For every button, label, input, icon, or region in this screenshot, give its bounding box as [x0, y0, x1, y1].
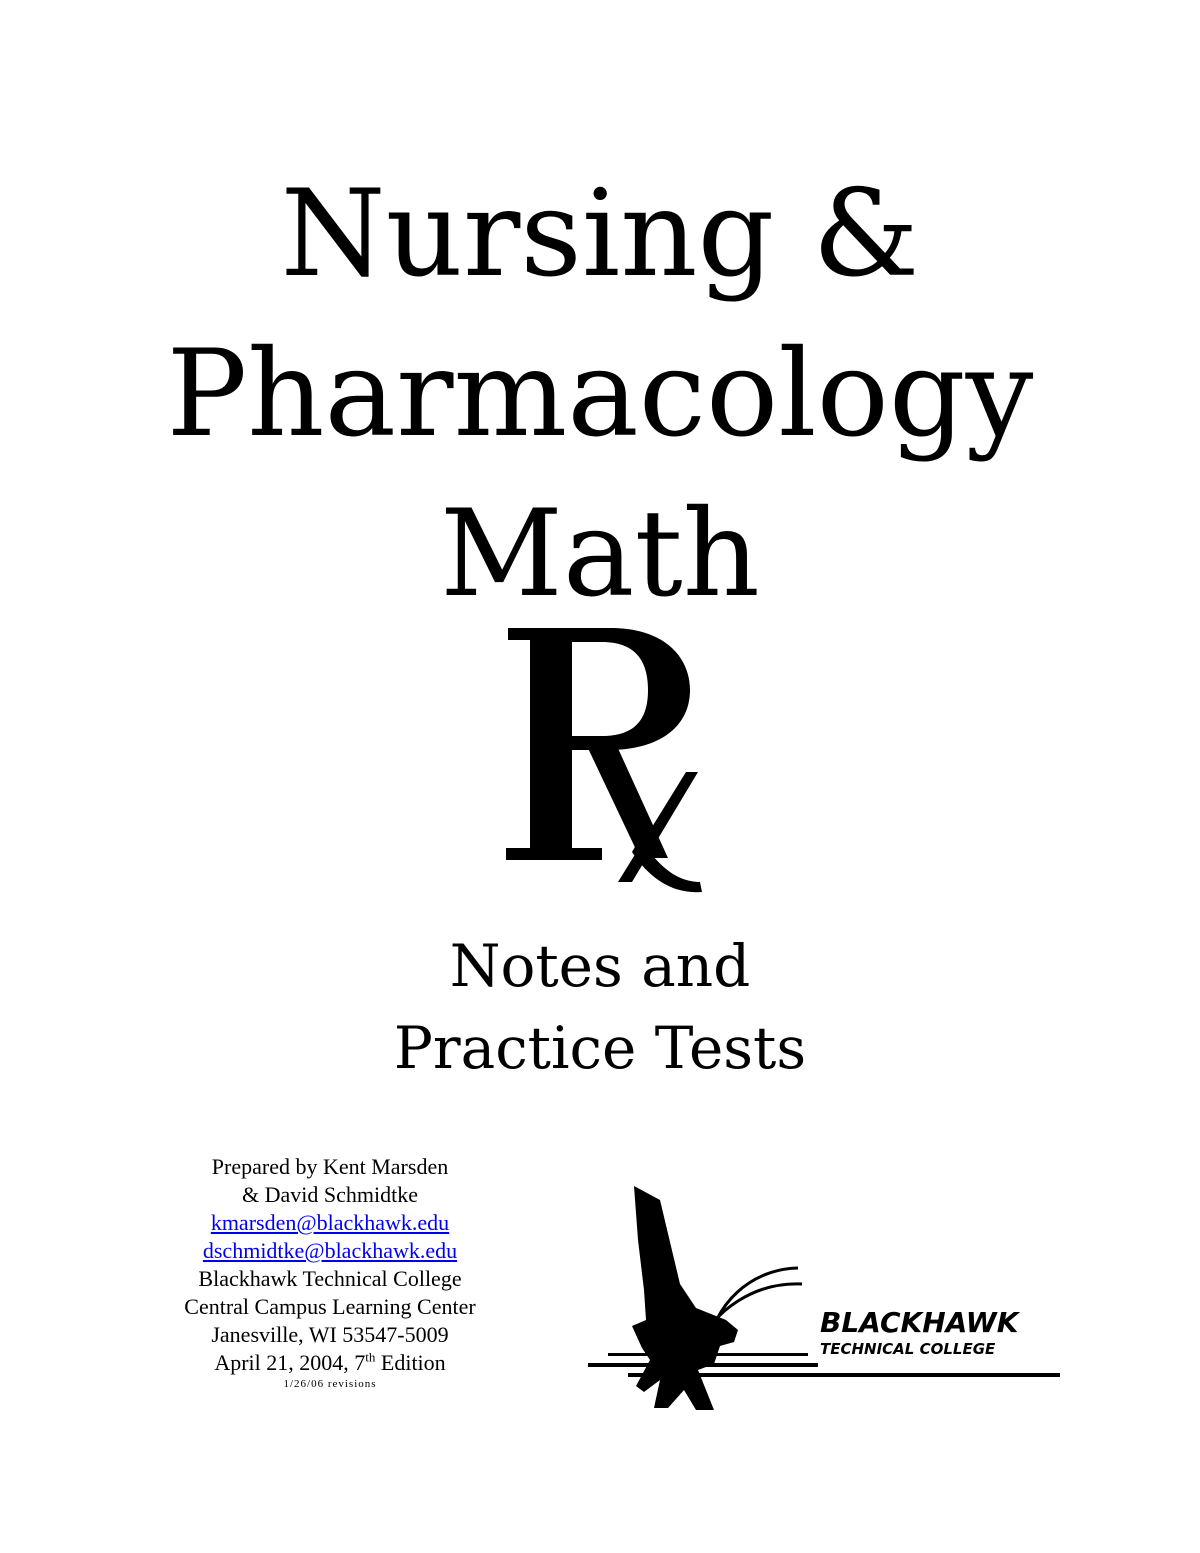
hawk-logo-icon: [588, 1186, 1060, 1410]
edition-line: [130, 1349, 530, 1377]
subtitle-line-2: Practice Tests: [393, 1014, 807, 1082]
campus-name: Central Campus Learning Center: [184, 1294, 476, 1319]
document-title: [0, 155, 1200, 635]
edition-suffix: th: [365, 1349, 376, 1365]
edition-label: Edition: [375, 1350, 446, 1375]
college-name: Blackhawk Technical College: [198, 1266, 462, 1291]
coauthor: & David Schmidtke: [242, 1182, 418, 1207]
logo-subname: TECHNICAL COLLEGE: [820, 1340, 996, 1358]
credits-block: [130, 1153, 530, 1391]
address: Janesville, WI 53547-5009: [211, 1322, 449, 1347]
subtitle-line-1: Notes and: [449, 932, 751, 1000]
email-link-dschmidtke[interactable]: dschmidtke@blackhawk.edu: [202, 1238, 458, 1263]
prepared-by: Prepared by Kent Marsden: [211, 1154, 449, 1179]
revisions-note: 1/26/06 revisions: [283, 1378, 377, 1390]
document-subtitle: [0, 925, 1200, 1089]
blackhawk-logo: [588, 1180, 1068, 1410]
title-line-3: Math: [440, 485, 760, 624]
rx-icon: [490, 620, 730, 900]
logo-name: BLACKHAWK: [820, 1306, 1019, 1339]
edition-date: April 21, 2004, 7: [214, 1350, 366, 1375]
email-link-kmarsden[interactable]: kmarsden@blackhawk.edu: [210, 1210, 450, 1235]
title-line-2: Pharmacology: [166, 325, 1034, 464]
title-line-1: Nursing &: [280, 165, 920, 304]
